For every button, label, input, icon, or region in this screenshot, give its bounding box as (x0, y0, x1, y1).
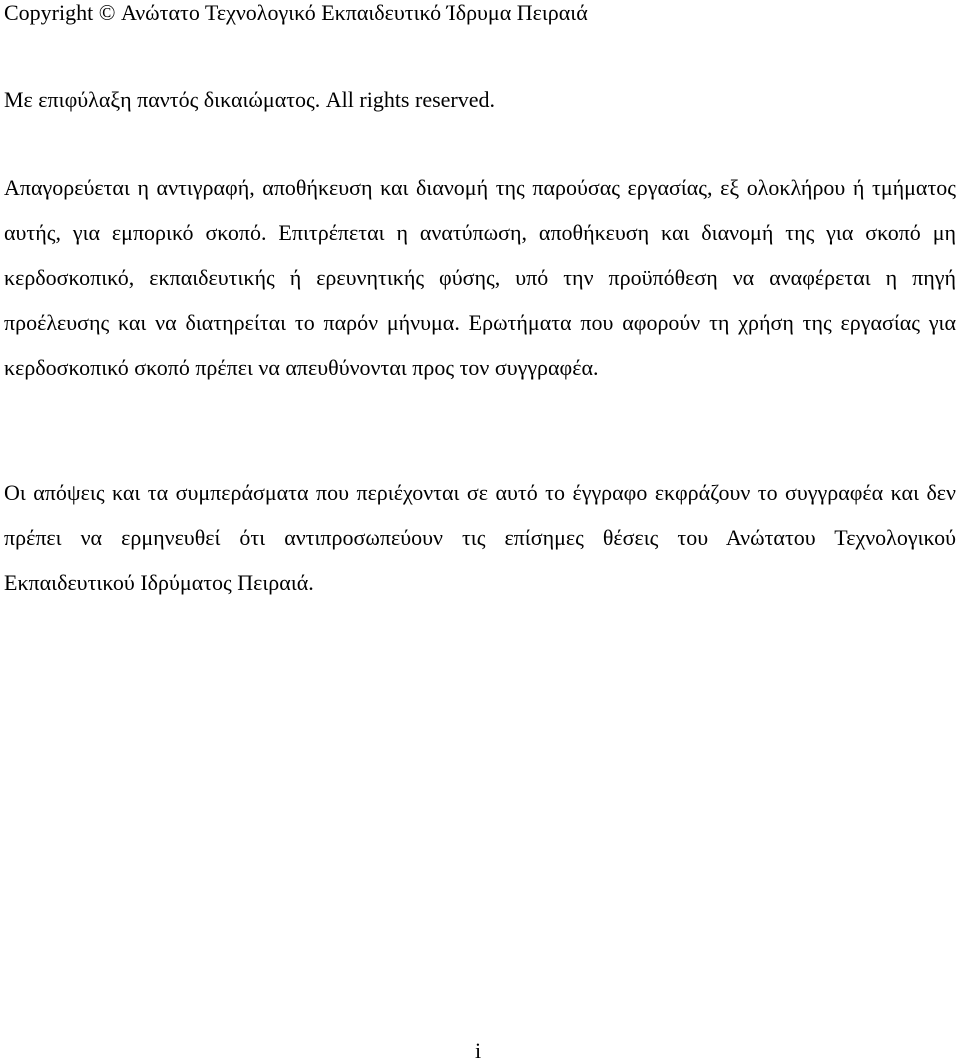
page-number: i (474, 1038, 482, 1063)
disclaimer-paragraph: Οι απόψεις και τα συμπεράσματα που περιέχονται σε αυτό το έγγραφο εκφράζουν το συγγραφέα και δεν πρέπει να ερμηνευθεί ότι αντιπροσωπεύουν τις επίσημες θέσεις του Ανώτατου Τεχνολογικού Εκπαιδευτικού Ιδρύματος Πειραιά. (4, 480, 956, 595)
rights-reserved-notice: Με επιφύλαξη παντός δικαιώματος. All rights reserved. (4, 87, 496, 112)
usage-terms-paragraph: Απαγορεύεται η αντιγραφή, αποθήκευση και διανομή της παρούσας εργασίας, εξ ολοκλήρου ή τμήματος αυτής, για εμπορικό σκοπό. Επιτρέπεται η ανατύπωση, αποθήκευση και διανομή της για σκοπό μη κερδοσκοπικό, εκπαιδευτικής ή ερευνητικής φύσης, υπό την προϋπόθεση να αναφέρεται η πηγή προέλευσης και να διατηρείται το παρόν μήνυμα. Ερωτήματα που αφορούν τη χρήση της εργασίας για κερδοσκοπικό σκοπό πρέπει να απευθύνονται προς τον συγγραφέα. (4, 175, 956, 380)
copyright-notice: Copyright © Ανώτατο Τεχνολογικό Εκπαιδευτικό Ίδρυμα Πειραιά (4, 0, 588, 25)
